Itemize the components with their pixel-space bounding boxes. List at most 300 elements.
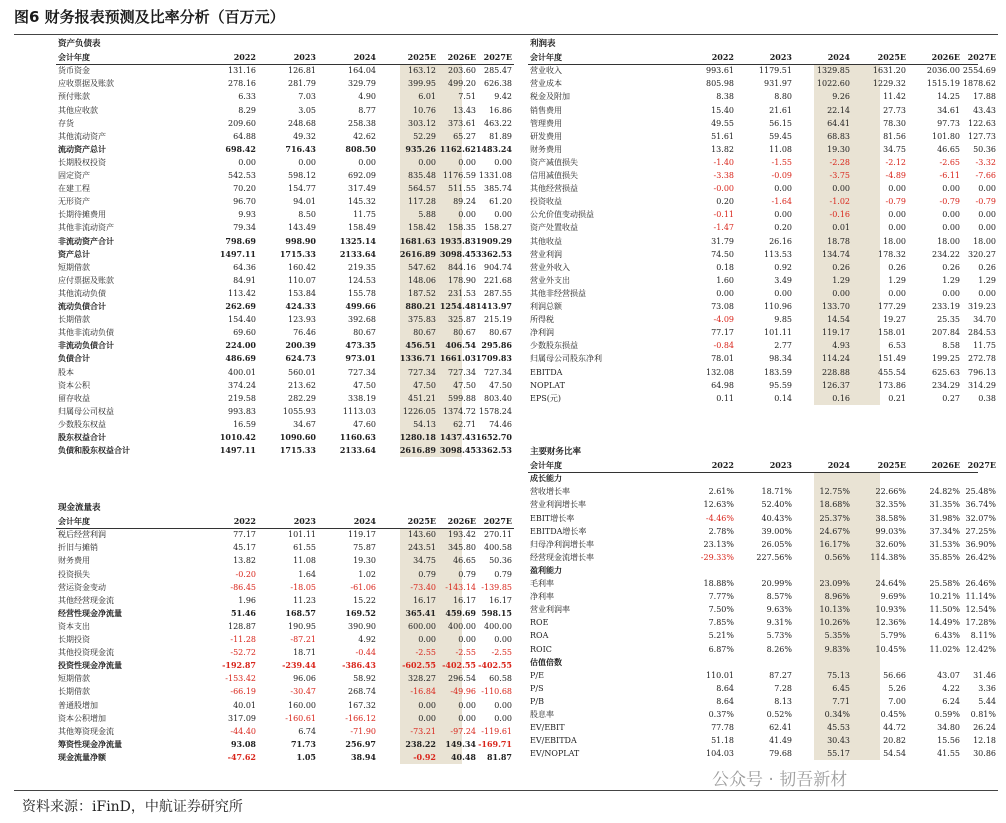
ratios-cell: 38.58% <box>875 513 906 523</box>
income-statement-cell: 0.00 <box>888 223 906 233</box>
balance-sheet-cell: 1336.71 <box>399 353 436 364</box>
ratios-cell: 31.98% <box>929 513 960 523</box>
ratios-cell: 22.66% <box>875 487 906 497</box>
balance-sheet-cell: 0.00 <box>238 157 256 167</box>
income-statement-cell: 0.00 <box>942 184 960 194</box>
balance-sheet-cell: 2616.89 <box>399 248 436 259</box>
ratios-cell: 16.17% <box>819 539 850 549</box>
income-statement-cell: -0.16 <box>829 210 850 220</box>
cash-flow-cell: 40.01 <box>233 700 256 710</box>
cash-flow-row-label: 投资损失 <box>58 569 90 579</box>
balance-sheet-row <box>56 405 514 418</box>
cash-flow-cell: -139.85 <box>481 582 512 592</box>
ratios-row <box>528 564 978 577</box>
balance-sheet-cell: 1935.83 <box>439 235 476 246</box>
balance-sheet-cell: 42.62 <box>353 131 376 141</box>
balance-sheet-cell: 1331.08 <box>478 171 512 180</box>
ratios-row-label: P/B <box>530 696 544 706</box>
balance-sheet-cell: 2133.64 <box>339 248 376 259</box>
income-statement-row-label: 营业利润 <box>530 249 562 259</box>
income-statement-cell: 74.50 <box>711 249 734 259</box>
income-statement-cell: 95.59 <box>769 380 792 390</box>
balance-sheet-row-label: 长期借款 <box>58 315 90 325</box>
balance-sheet-cell: 904.74 <box>484 262 512 272</box>
cash-flow-cell: -11.28 <box>230 635 256 644</box>
balance-sheet-cell: 295.86 <box>481 340 512 351</box>
income-statement-cell: 9.26 <box>832 92 850 102</box>
income-statement-cell: -2.12 <box>885 157 906 167</box>
balance-sheet-cell: 1715.33 <box>279 248 316 259</box>
income-statement-cell: 31.79 <box>711 236 734 246</box>
cash-flow-cell: 149.34 <box>445 738 476 749</box>
income-statement-row-label: 销售费用 <box>530 105 562 115</box>
ratios-row <box>528 551 996 564</box>
balance-sheet-cell: 80.67 <box>413 328 436 338</box>
income-statement-cell: 9.85 <box>774 315 792 325</box>
balance-sheet-cell: 3098.45 <box>439 248 476 259</box>
income-statement-row-label: 少数股东损益 <box>530 341 578 351</box>
balance-sheet-row <box>56 169 514 182</box>
cash-flow-row-label: 其他筹资现金流 <box>58 726 114 736</box>
ratios-cell: 6.24 <box>942 696 960 706</box>
income-statement-row-label: 所得税 <box>530 315 554 325</box>
balance-sheet-row-label: 货币资金 <box>58 66 90 76</box>
balance-sheet-cell: 2616.89 <box>399 445 436 456</box>
income-statement-cell: 0.38 <box>978 393 996 403</box>
ratios-cell: 31.46 <box>973 670 996 680</box>
cash-flow-cell: 600.00 <box>408 621 436 631</box>
cash-flow-cell: 93.08 <box>230 738 256 749</box>
balance-sheet-cell: 215.19 <box>484 315 512 325</box>
income-statement-row <box>528 117 996 130</box>
balance-sheet-row <box>56 182 514 195</box>
balance-sheet-cell: 698.42 <box>225 143 256 154</box>
balance-sheet-cell: 153.84 <box>288 288 316 298</box>
balance-sheet-cell: 993.83 <box>228 406 256 416</box>
cash-flow-row-label: 筹资性现金净流量 <box>58 738 122 749</box>
balance-sheet-row <box>56 274 514 287</box>
ratios-row-label: 营业利润率 <box>530 605 570 615</box>
income-statement-cell: 0.20 <box>774 223 792 233</box>
income-statement-cell: 2554.69 <box>962 66 996 76</box>
balance-sheet-cell: 0.00 <box>494 210 512 220</box>
balance-sheet-row <box>56 313 514 326</box>
cash-flow-cell: 0.00 <box>418 635 436 644</box>
ratios-cell: 7.71 <box>832 696 850 706</box>
income-statement-cell: 1022.60 <box>816 79 850 89</box>
ratios-cell: 55.17 <box>827 749 850 759</box>
balance-sheet-row <box>56 326 514 339</box>
balance-sheet-cell: 110.07 <box>288 275 316 285</box>
ratios-cell: 20.99% <box>761 579 792 588</box>
balance-sheet-cell: 329.79 <box>348 79 376 89</box>
income-statement-cell: 26.16 <box>769 236 792 246</box>
income-statement-cell: 73.08 <box>711 302 734 311</box>
balance-sheet-row-label: 固定资产 <box>58 171 90 180</box>
cash-flow-row <box>56 738 514 751</box>
balance-sheet-cell: 3098.45 <box>439 445 476 456</box>
income-statement-cell: 81.56 <box>883 131 906 141</box>
ratios-row-label: 股息率 <box>530 710 554 719</box>
ratios-cell: 0.56% <box>824 552 850 562</box>
cash-flow-cell: 0.00 <box>418 713 436 723</box>
cash-flow-cell: 400.00 <box>448 621 476 631</box>
income-statement-cell: -0.00 <box>713 184 734 194</box>
balance-sheet-cell: 80.67 <box>489 328 512 338</box>
cash-flow-cell: 598.15 <box>481 607 512 618</box>
income-statement-cell: 17.88 <box>973 92 996 102</box>
cash-flow-cell: -18.05 <box>290 582 316 592</box>
income-statement-cell: -3.75 <box>829 171 850 180</box>
income-statement-cell: -4.89 <box>885 171 906 180</box>
ratios-row <box>528 525 996 538</box>
income-statement-cell: 233.19 <box>932 302 960 311</box>
balance-sheet-row-label: 长期待摊费用 <box>58 210 106 220</box>
balance-sheet-cell: 626.38 <box>484 79 512 89</box>
balance-sheet-row <box>56 208 514 221</box>
cash-flow-row-label: 资本支出 <box>58 621 90 631</box>
income-statement-cell: -1.55 <box>771 157 792 167</box>
balance-sheet-cell: 424.33 <box>285 301 316 311</box>
ratios-cell: 32.35% <box>875 500 906 510</box>
income-statement-header-year: 2024 <box>827 52 850 63</box>
income-statement-cell: -0.79 <box>939 197 960 207</box>
income-statement-cell: 13.82 <box>711 144 734 154</box>
cash-flow-cell: -119.61 <box>481 726 512 736</box>
balance-sheet-cell: 47.50 <box>413 380 436 390</box>
balance-sheet-row-label: 长期股权投资 <box>58 157 106 167</box>
ratios-cell: -29.33% <box>700 552 734 562</box>
balance-sheet-cell: 1578.24 <box>478 406 512 416</box>
balance-sheet-cell: 564.57 <box>408 184 436 194</box>
cash-flow-cell: -192.87 <box>222 660 256 671</box>
balance-sheet-row <box>56 143 514 156</box>
balance-sheet-cell: 126.81 <box>288 66 316 76</box>
ratios-row <box>528 695 996 708</box>
income-statement-row <box>528 339 996 352</box>
cash-flow-cell: -61.06 <box>350 582 376 592</box>
ratios-row-label: 成长能力 <box>530 473 562 484</box>
cash-flow-cell: 243.51 <box>408 543 436 553</box>
balance-sheet-cell: 164.04 <box>348 66 376 76</box>
cash-flow-header-year: 2024 <box>353 516 376 527</box>
cash-flow-cell: -143.14 <box>445 582 476 592</box>
ratios-cell: 23.09% <box>819 579 850 588</box>
income-statement-cell: 1.60 <box>716 275 734 285</box>
balance-sheet-cell: 81.89 <box>489 131 512 141</box>
ratios-cell: 5.35% <box>824 631 850 641</box>
cash-flow-cell: -2.55 <box>491 648 512 658</box>
income-statement-cell: 59.45 <box>769 131 792 141</box>
ratios-cell: 110.01 <box>706 670 734 680</box>
balance-sheet-cell: 6.01 <box>418 92 436 102</box>
cash-flow-cell: 128.87 <box>228 621 256 631</box>
income-statement-cell: 19.27 <box>883 315 906 325</box>
balance-sheet-cell: 451.21 <box>408 393 436 403</box>
balance-sheet-cell: 3.05 <box>298 105 316 115</box>
balance-sheet-row <box>56 117 514 130</box>
income-statement-cell: 1229.32 <box>872 79 906 89</box>
income-statement-cell: 314.29 <box>968 380 996 390</box>
ratios-cell: 34.80 <box>937 723 960 733</box>
ratios-cell: 24.82% <box>929 487 960 497</box>
income-statement-row-label: 利润总额 <box>530 302 562 311</box>
income-statement-cell: 64.98 <box>711 380 734 390</box>
ratios-cell: 5.44 <box>978 696 996 706</box>
income-statement-cell: -0.11 <box>713 210 734 220</box>
ratios-row-label: P/E <box>530 670 544 680</box>
balance-sheet-cell: 47.50 <box>489 380 512 390</box>
balance-sheet-cell: 187.52 <box>408 288 436 298</box>
cash-flow-cell: 317.09 <box>228 713 256 723</box>
cash-flow-row <box>56 541 514 554</box>
income-statement-cell: 0.01 <box>832 223 850 233</box>
balance-sheet-cell: 16.59 <box>233 419 256 429</box>
income-statement-row-label: 投资收益 <box>530 197 562 207</box>
income-statement-cell: 43.43 <box>973 105 996 115</box>
income-statement-cell: 18.00 <box>883 236 906 246</box>
income-statement-cell: 1.29 <box>942 275 960 285</box>
ratios-cell: 8.11% <box>970 631 996 641</box>
ratios-cell: 5.73% <box>766 631 792 641</box>
income-statement-cell: 320.27 <box>968 249 996 259</box>
ratios-cell: 3.36 <box>978 683 996 693</box>
ratios-cell: 12.75% <box>819 487 850 497</box>
income-statement-row <box>528 392 996 405</box>
ratios-cell: 25.48% <box>965 487 996 497</box>
ratios-row <box>528 577 996 590</box>
income-statement-cell: 0.00 <box>774 210 792 220</box>
balance-sheet-cell: 835.48 <box>408 171 436 180</box>
ratios-cell: 44.72 <box>883 723 906 733</box>
balance-sheet-cell: 406.54 <box>445 340 476 351</box>
cash-flow-title-text: 现金流量表 <box>58 503 101 513</box>
income-statement-cell: -0.09 <box>771 171 792 180</box>
cash-flow-row-label: 长期投资 <box>58 635 90 644</box>
ratios-cell: 8.64 <box>716 683 734 693</box>
ratios-cell: 12.36% <box>875 618 906 628</box>
cash-flow-row-label: 现金流量净额 <box>58 751 106 762</box>
cash-flow-cell: 13.82 <box>233 556 256 566</box>
income-statement-cell: 178.32 <box>878 249 906 259</box>
cash-flow-row <box>56 712 514 725</box>
balance-sheet-row <box>56 104 514 117</box>
ratios-cell: 11.50% <box>929 605 960 615</box>
balance-sheet-cell: 13.43 <box>453 105 476 115</box>
income-statement-cell: -2.28 <box>829 157 850 167</box>
income-statement-row <box>528 248 996 261</box>
cash-flow-cell: 1.64 <box>298 569 316 579</box>
balance-sheet-cell: 598.12 <box>288 171 316 180</box>
cash-flow-row <box>56 646 514 659</box>
ratios-cell: 11.02% <box>929 644 960 654</box>
ratios-header-row <box>528 459 996 473</box>
cash-flow-row-label: 其他经营现金流 <box>58 595 114 605</box>
income-statement-row-label: 管理费用 <box>530 118 562 128</box>
balance-sheet-row-label: 其他流动负债 <box>58 288 106 298</box>
cash-flow-row <box>56 620 514 633</box>
ratios-cell: 35.85% <box>929 552 960 562</box>
cash-flow-cell: -160.61 <box>285 713 316 723</box>
balance-sheet-header-year: 2022 <box>233 52 256 63</box>
balance-sheet-cell: 1113.03 <box>342 406 376 416</box>
ratios-cell: 9.31% <box>766 618 792 628</box>
balance-sheet-row-label: 负债合计 <box>58 353 90 364</box>
balance-sheet-cell: 158.42 <box>408 223 436 233</box>
balance-sheet-cell: 727.34 <box>484 367 512 377</box>
balance-sheet-cell: 1325.14 <box>339 235 376 246</box>
balance-sheet-cell: 47.60 <box>353 419 376 429</box>
cash-flow-cell: 459.69 <box>445 607 476 618</box>
ratios-cell: 23.13% <box>703 539 734 549</box>
balance-sheet-cell: 547.62 <box>408 262 436 272</box>
ratios-row <box>528 629 996 642</box>
balance-sheet-cell: 200.39 <box>285 340 316 351</box>
cash-flow-cell: 11.23 <box>293 595 316 605</box>
ratios-cell: 11.14% <box>965 592 996 602</box>
cash-flow-row <box>56 685 514 698</box>
balance-sheet-cell: 392.68 <box>348 315 376 325</box>
cash-flow-cell: 11.08 <box>293 556 316 566</box>
income-statement-cell: -0.84 <box>713 341 734 351</box>
balance-sheet-cell: 155.78 <box>348 288 376 298</box>
balance-sheet-cell: 1715.33 <box>279 445 316 456</box>
ratios-row <box>528 498 996 511</box>
ratios-header-year: 2022 <box>711 460 734 471</box>
ratios-cell: 5.21% <box>708 631 734 641</box>
income-statement-row-label: 归属母公司股东净利 <box>530 354 602 364</box>
balance-sheet-cell: 209.60 <box>228 118 256 128</box>
income-statement-cell: -7.66 <box>975 171 996 180</box>
cash-flow-row <box>56 659 514 672</box>
ratios-header-year: 2026E <box>931 460 960 471</box>
balance-sheet-cell: 973.01 <box>345 353 376 364</box>
ratios-row <box>528 472 978 485</box>
ratios-row <box>528 616 996 629</box>
income-statement-row <box>528 221 996 234</box>
balance-sheet-cell: 1437.43 <box>439 432 476 442</box>
ratios-cell: 30.43 <box>827 736 850 746</box>
income-statement-cell: -3.38 <box>713 171 734 180</box>
ratios-cell: 5.26 <box>888 683 906 693</box>
cash-flow-cell: -386.43 <box>342 660 376 671</box>
balance-sheet-cell: 80.67 <box>353 328 376 338</box>
balance-sheet-cell: 69.60 <box>233 328 256 338</box>
income-statement-row-label: 其他经营损益 <box>530 184 578 194</box>
cash-flow-cell: 268.74 <box>348 687 376 697</box>
ratios-cell: 54.54 <box>883 749 906 759</box>
income-statement-cell: 0.26 <box>888 262 906 272</box>
cash-flow-cell: 143.60 <box>408 530 436 540</box>
cash-flow-row-label: 其他投资现金流 <box>58 648 114 658</box>
income-statement-cell: -0.79 <box>975 197 996 207</box>
balance-sheet-cell: 64.36 <box>233 262 256 272</box>
cash-flow-row-label: 税后经营利润 <box>58 530 106 540</box>
income-statement-row-label: 研发费用 <box>530 131 562 141</box>
income-statement-cell: 151.49 <box>878 354 906 364</box>
income-statement-row <box>528 379 996 392</box>
cash-flow-cell: 193.42 <box>448 530 476 540</box>
cash-flow-row <box>56 725 514 738</box>
cash-flow-cell: 81.87 <box>486 751 512 762</box>
balance-sheet-cell: 2133.64 <box>339 445 376 456</box>
income-statement-cell: 122.63 <box>968 118 996 128</box>
balance-sheet-cell: 34.67 <box>293 419 316 429</box>
balance-sheet-cell: 880.21 <box>405 301 436 311</box>
income-statement-cell: -4.09 <box>713 315 734 325</box>
income-statement-cell: 0.00 <box>942 223 960 233</box>
cash-flow-cell: -153.42 <box>225 674 256 684</box>
balance-sheet-cell: 11.75 <box>353 210 376 220</box>
income-statement-cell: 50.36 <box>973 144 996 154</box>
cash-flow-row <box>56 568 514 581</box>
income-statement-cell: 14.54 <box>827 315 850 325</box>
balance-sheet-cell: 52.29 <box>413 131 436 141</box>
balance-sheet-cell: 158.35 <box>448 223 476 233</box>
balance-sheet-cell: 9.93 <box>238 210 256 220</box>
cash-flow-cell: -402.55 <box>442 660 476 671</box>
balance-sheet-cell: 1497.11 <box>219 445 256 456</box>
source-note: 资料来源：iFinD，中航证券研究所 <box>22 799 243 815</box>
cash-flow-cell: 58.92 <box>353 674 376 684</box>
cash-flow-row-label: 长期借款 <box>58 687 90 697</box>
balance-sheet-cell: 1709.83 <box>475 353 512 364</box>
ratios-cell: 51.18 <box>711 736 734 746</box>
income-statement-cell: 173.86 <box>878 380 906 390</box>
balance-sheet-cell: 716.43 <box>285 143 316 154</box>
ratios-cell: 6.45 <box>832 683 850 693</box>
balance-sheet-cell: 1483.24 <box>475 143 512 154</box>
cash-flow-cell: 96.06 <box>293 674 316 684</box>
ratios-row <box>528 603 996 616</box>
ratios-row <box>528 669 996 682</box>
cash-flow-cell: 1.05 <box>296 751 316 762</box>
balance-sheet-row <box>56 195 514 208</box>
balance-sheet-cell: 399.95 <box>408 79 436 89</box>
income-statement-cell: 272.78 <box>968 354 996 364</box>
income-statement-cell: 3.49 <box>774 275 792 285</box>
ratios-cell: 9.69% <box>880 592 906 602</box>
cash-flow-cell: -2.55 <box>415 648 436 658</box>
income-statement-cell: 931.97 <box>764 79 792 89</box>
income-statement-cell: 98.34 <box>769 354 792 364</box>
income-statement-row <box>528 352 996 365</box>
balance-sheet-cell: 1413.97 <box>475 301 512 311</box>
ratios-cell: 7.50% <box>708 605 734 615</box>
balance-sheet-row <box>56 221 514 234</box>
ratios-cell: 2.78% <box>708 526 734 536</box>
ratios-cell: 15.56 <box>937 736 960 746</box>
income-statement-cell: 18.78 <box>827 236 850 246</box>
income-statement-cell: 113.53 <box>764 249 792 259</box>
balance-sheet-cell: 231.53 <box>448 288 476 298</box>
cash-flow-cell: 61.55 <box>293 543 316 553</box>
income-statement-cell: 0.00 <box>888 184 906 194</box>
balance-sheet-cell: 163.12 <box>408 66 436 76</box>
income-statement-row <box>528 130 996 143</box>
balance-sheet-cell: 203.60 <box>448 66 476 76</box>
balance-sheet-cell: 224.00 <box>225 340 256 351</box>
balance-sheet-row-label: 短期借款 <box>58 262 90 272</box>
ratios-cell: 32.60% <box>875 539 906 549</box>
income-statement-row <box>528 313 996 326</box>
income-statement-cell: 177.29 <box>878 302 906 311</box>
ratios-cell: 10.13% <box>819 605 850 615</box>
cash-flow-cell: 119.17 <box>348 530 376 540</box>
balance-sheet-cell: 84.91 <box>233 275 256 285</box>
cash-flow-cell: 0.79 <box>458 569 476 579</box>
cash-flow-cell: 365.41 <box>405 607 436 618</box>
